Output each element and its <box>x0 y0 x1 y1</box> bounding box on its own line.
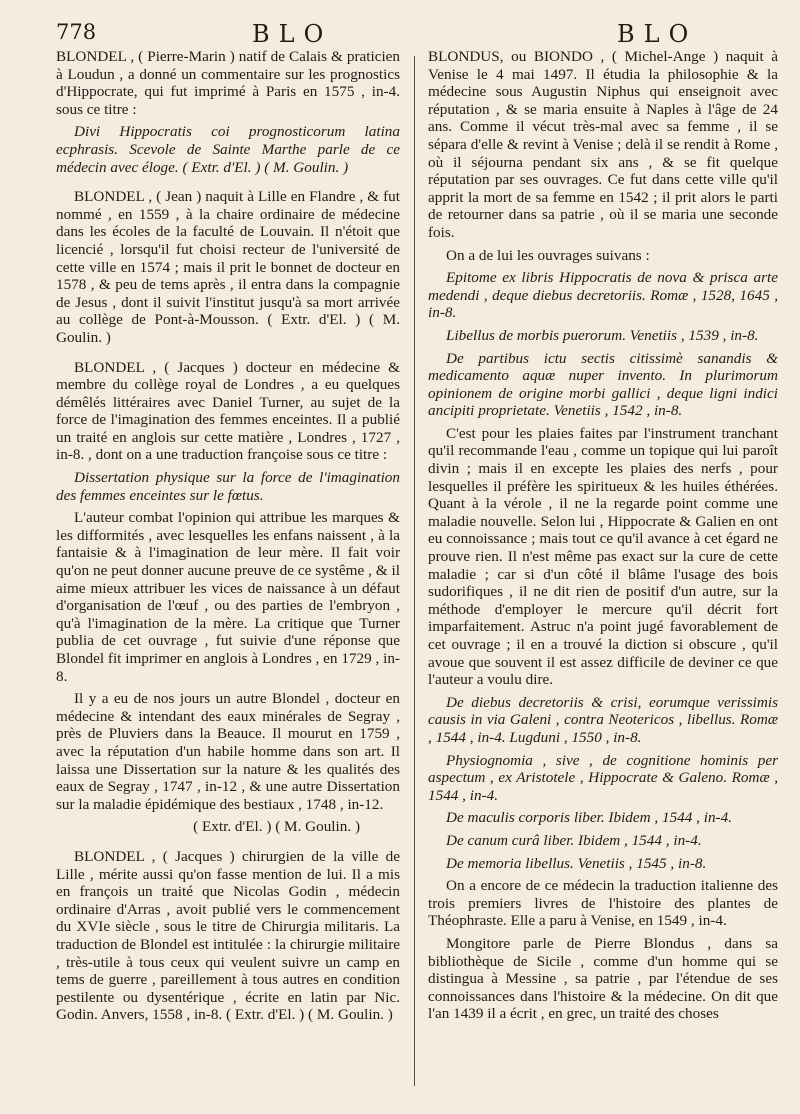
entry-blondel-segray: Il y a eu de nos jours un autre Blondel , docteur en médecine & intendant des eaux minérales de Segray , près de Pluviers dans la Beauce. Il mourut en 1759 , avec la réputation d'un habile homme dans son art. Il laissa une Dissertation sur la nature & les qualités des eaux de Segray , 1747 , in-12 , & une autre Dissertation sur la maladie épidémique des bestiaux , 1748 , in-12. <box>56 690 400 813</box>
work-physiognomia: Physiognomia , sive , de cognitione hominis per aspectum , ex Aristotele , Hippocrate & Galeno. Romæ , 1544 , in-4. <box>428 751 778 804</box>
left-column <box>56 48 400 1029</box>
page-number: 778 <box>56 20 97 44</box>
entry-blondel-jacques-chirurgien: BLONDEL , ( Jacques ) chirurgien de la ville de Lille , mérite aussi qu'on fasse mention de lui. Il a mis en françois un traité que Nicolas Godin , médecin ordinaire d'Arras , avoit publié vers le commencement du XVIe siècle , sous le titre de Chirurgia militaris. La traduction de Blondel est intitulée : la chirurgie militaire , très-utile à tous ceux qui veulent suivre un camp en tems de guerre , pareillement à tous autres en condition pestilente ou dysentérique , écrite en latin par Nic. Godin. Anvers, 1558 , in-8. ( Extr. d'El. ) ( M. Goulin. ) <box>56 847 400 1024</box>
entry-blondel-pierre-marin-title: Divi Hippocratis coi prognosticorum latina ecphrasis. Scevole de Sainte Marthe parle de ce médecin avec éloge. ( Extr. d'El. ) ( M. Goulin. ) <box>56 123 400 176</box>
column-rule <box>414 56 415 1086</box>
entry-pierre-blondus: Mongitore parle de Pierre Blondus , dans sa bibliothèque de Sicile , comme d'un homme qui se distingua à Messine , sa patrie , par l'étendue de ses connoissances dans l'histoire & la médecine. On dit que l'an 1439 il a écrit , en grec, un traité des choses <box>428 934 778 1023</box>
right-column <box>428 48 778 1028</box>
entry-blondus-commentary: C'est pour les plaies faites par l'instrument tranchant qu'il recommande l'eau , comme un topique qui lui paroît divin ; mais il en excepte les plaies des nerfs , pour lesquelles il préfère les spiritueux & les huiles éthérées. Quant à la vérole , il ne la regarde point comme une maladie nouvelle. Selon lui , Hippocrate & Galien en ont eu connoissance ; mais tout ce qu'il avance à cet égard ne prouve rien. Il n'est même pas exact sur la cure de cette maladie ; car si d'un côté il blâme l'usage des bois sudorifiques , il ne dit rien de positif d'un autre, sur la méthode d'employer le mercure qu'il décrit fort imparfaitement. Astruc n'a point jugé favorablement de cet ouvrage ; il en a trouvé la diction si obscure , qu'il avoue que souvent il est assez difficile de deviner ce que l'auteur a voulu dire. <box>428 424 778 689</box>
entry-blondus: BLONDUS, ou BIONDO , ( Michel-Ange ) naquit à Venise le 4 mai 1497. Il étudia la philosophie & la médecine sous Augustin Niphus qui enseignoit avec réputation , & se maria ensuite à Naples à l'âge de 24 ans. Comme il vécut très-mal avec sa femme , il se sépara d'elle & revint à Venise ; delà il se rendit à Rome , où il séjourna pendant six ans , & se fit quelque réputation par ses ouvrages. Ce fut dans cette ville qu'il apprit la mort de sa femme en 1542 ; il prit alors le parti de retourner dans sa patrie , où il se maria une seconde fois. <box>428 48 778 241</box>
work-epitome: Epitome ex libris Hippocratis de nova & prisca arte medendi , deque diebus decretoriis. Romæ , 1528, 1645 , in-8. <box>428 269 778 322</box>
work-de-diebus: De diebus decretoriis & crisi, eorumque verissimis causis in via Galeni , contra Neotericos , libellus. Romæ , 1544 , in-4. Lugduni , 1550 , in-8. <box>428 693 778 746</box>
entry-blondel-jacques-title: Dissertation physique sur la force de l'imagination des femmes enceintes sur le fœtus. <box>56 469 400 504</box>
work-de-canum: De canum curâ liber. Ibidem , 1544 , in-4. <box>446 831 702 849</box>
entry-blondus-translation: On a encore de ce médecin la traduction italienne des trois premiers livres de l'histoire des plantes de Théophraste. Elle a paru à Venise, en 1549 , in-4. <box>428 877 778 930</box>
work-de-maculis: De maculis corporis liber. Ibidem , 1544 , in-4. <box>446 809 733 827</box>
entry-blondel-pierre-marin: BLONDEL , ( Pierre-Marin ) natif de Calais & praticien à Loudun , a donné un commentaire sur les prognostics d'Hippocrate, qui fut imprimé à Paris en 1575 , in-4. sous ce titre : <box>56 48 400 118</box>
work-de-partibus: De partibus ictu sectis citissimè sanandis & medicamento aquæ nuper invento. In plurimorum opinionem de origine morbi gallici , deque ligni indici ancipiti proprietate. Venetiis , 1542 , in-8. <box>428 349 778 420</box>
entry-blondel-jacques: BLONDEL , ( Jacques ) docteur en médecine & membre du collège royal de Londres , a eu quelques démêlés littéraires avec Daniel Turner, au sujet de la force de l'imagination des femmes enceintes. Il a publié un traité en anglois sur cette matière , Londres , 1727 , in-8. , dont on a une traduction françoise sous ce titre : <box>56 358 400 464</box>
running-head-right: BLO <box>617 20 698 48</box>
page-header <box>52 20 764 50</box>
entry-blondel-segray-citation: ( Extr. d'El. ) ( M. Goulin. ) <box>193 818 360 836</box>
entry-blondus-works-intro: On a de lui les ouvrages suivans : <box>446 246 650 264</box>
work-libellus-morbis: Libellus de morbis puerorum. Venetiis , 1539 , in-8. <box>446 326 759 344</box>
entry-blondel-jacques-text: L'auteur combat l'opinion qui attribue les marques & les difformités , avec lesquelles les enfans naissent , à la fantaisie & à l'imagination de leur mère. Il fait voir qu'on ne peut donner aucune preuve de ce systême , & il aime mieux attribuer les vices de naissance à un défaut d'organisation de l'œuf , ou des parties de l'embryon , qu'à l'imagination de la mère. La critique que Turner publia de cet ouvrage , fut suivie d'une réponse que Blondel fit imprimer en anglois à Londres , en 1729 , in-8. <box>56 509 400 685</box>
entry-blondel-jean: BLONDEL , ( Jean ) naquit à Lille en Flandre , & fut nommé , en 1559 , à la chaire ordinaire de médecine dans les écoles de la faculté de Louvain. Il n'étoit que licencié , lorsqu'il fut choisi recteur de l'université de cette ville en 1574 ; mais il prit le bonnet de docteur en 1578 , & peu de tems après , il entra dans la compagnie de Jesus , dont il suivit l'institut jusqu'à sa mort arrivée au collège de Pont-à-Mousson. ( Extr. d'El. ) ( M. Goulin. ) <box>56 188 400 346</box>
work-de-memoria: De memoria libellus. Venetiis , 1545 , in-8. <box>446 854 707 872</box>
running-head-left: BLO <box>252 20 333 48</box>
